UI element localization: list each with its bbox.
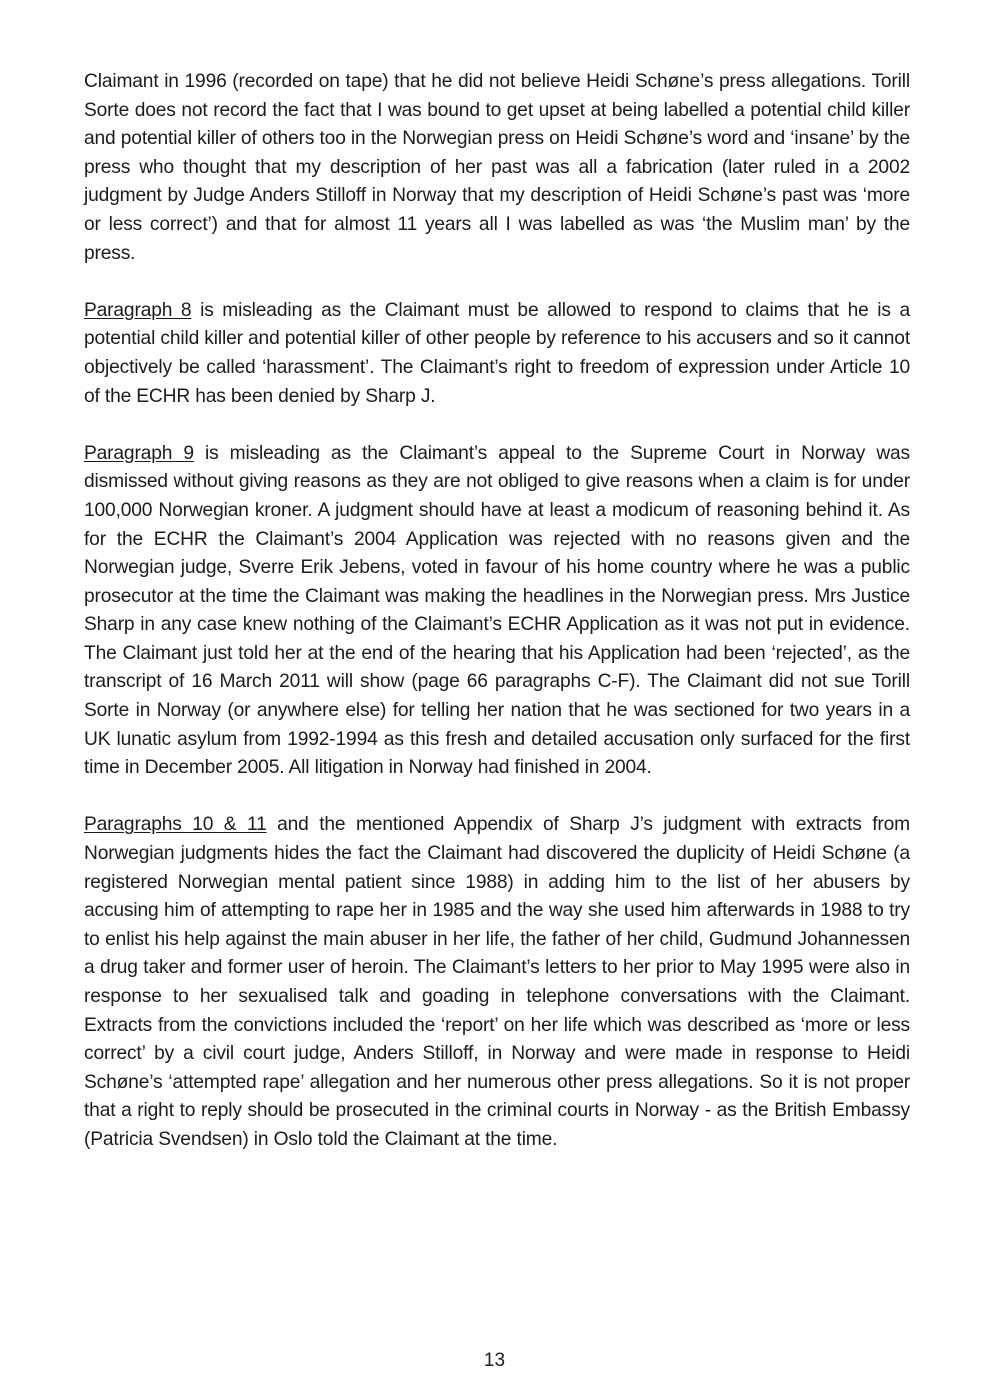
- paragraph-reference: Paragraphs 10 & 11: [84, 814, 267, 836]
- paragraph-reference: Paragraph 9: [84, 442, 194, 464]
- page-number: 13: [483, 1350, 506, 1371]
- paragraph-text: is misleading as the Claimant’s appeal to the Supreme Court in Norway was dismissed without giving reasons as they are not obliged to give reasons when a claim is for under 100,000 Norwegian kroner. A judgment should have at least a modicum of reasoning behind it. As for the ECHR the Claimant’s 2004 Application was rejected with no reasons given and the Norwegian judge, Sverre Erik Jebens, voted in favour of his home country where he was a public prosecutor at the time the Claimant was making the headlines in the Norwegian press. Mrs Justice Sharp in any case knew nothing of the Claimant’s ECHR Application as it was not put in evidence. The Claimant just told her at the end of the hearing that his Application had been ‘rejected’, as the transcript of 16 March 2011 will show (page 66 paragraphs C-F). The Claimant did not sue Torill Sorte in Norway (or anywhere else) for telling her nation that he was sectioned for two years in a UK lunatic asylum from 1992-1994 as this fresh and detailed accusation only surfaced for the first time in December 2005. All litigation in Norway had finished in 2004.: [84, 442, 910, 779]
- paragraph-9-response: [84, 440, 910, 783]
- paragraphs-10-11-response: [84, 811, 910, 1154]
- document-body: [84, 68, 910, 1183]
- paragraph-text: is misleading as the Claimant must be allowed to respond to claims that he is a potential child killer and potential killer of other people by reference to his accusers and so it cannot objectively be called ‘harassment’. The Claimant’s right to freedom of expression under Article 10 of the ECHR has been denied by Sharp J.: [84, 299, 910, 407]
- paragraph-text: and the mentioned Appendix of Sharp J’s judgment with extracts from Norwegian judgments hides the fact the Claimant had discovered the duplicity of Heidi Schøne (a registered Norwegian mental patient since 1988) in adding him to the list of her abusers by accusing him of attempting to rape her in 1985 and the way she used him afterwards in 1988 to try to enlist his help against the main abuser in her life, the father of her child, Gudmund Johannessen a drug taker and former user of heroin. The Claimant’s letters to her prior to May 1995 were also in response to her sexualised talk and goading in telephone conversations with the Claimant. Extracts from the convictions included the ‘report’ on her life which was described as ‘more or less correct’ by a civil court judge, Anders Stilloff, in Norway and were made in response to Heidi Schøne’s ‘attempted rape’ allegation and her numerous other press allegations. So it is not proper that a right to reply should be prosecuted in the criminal courts in Norway - as the British Embassy (Patricia Svendsen) in Oslo told the Claimant at the time.: [84, 814, 910, 1150]
- paragraph-text: Claimant in 1996 (recorded on tape) that he did not believe Heidi Schøne’s press allegations. Torill Sorte does not record the fact that I was bound to get upset at being labelled a potential child killer and potential killer of others too in the Norwegian press on Heidi Schøne’s word and ‘insane’ by the press who thought that my description of her past was all a fabrication (later ruled in a 2002 judgment by Judge Anders Stilloff in Norway that my description of Heidi Schøne’s past was ‘more or less correct’) and that for almost 11 years all I was labelled as was ‘the Muslim man’ by the press.: [84, 71, 910, 264]
- paragraph-continuation: [84, 68, 910, 268]
- paragraph-8-response: [84, 297, 910, 411]
- paragraph-reference: Paragraph 8: [84, 299, 192, 321]
